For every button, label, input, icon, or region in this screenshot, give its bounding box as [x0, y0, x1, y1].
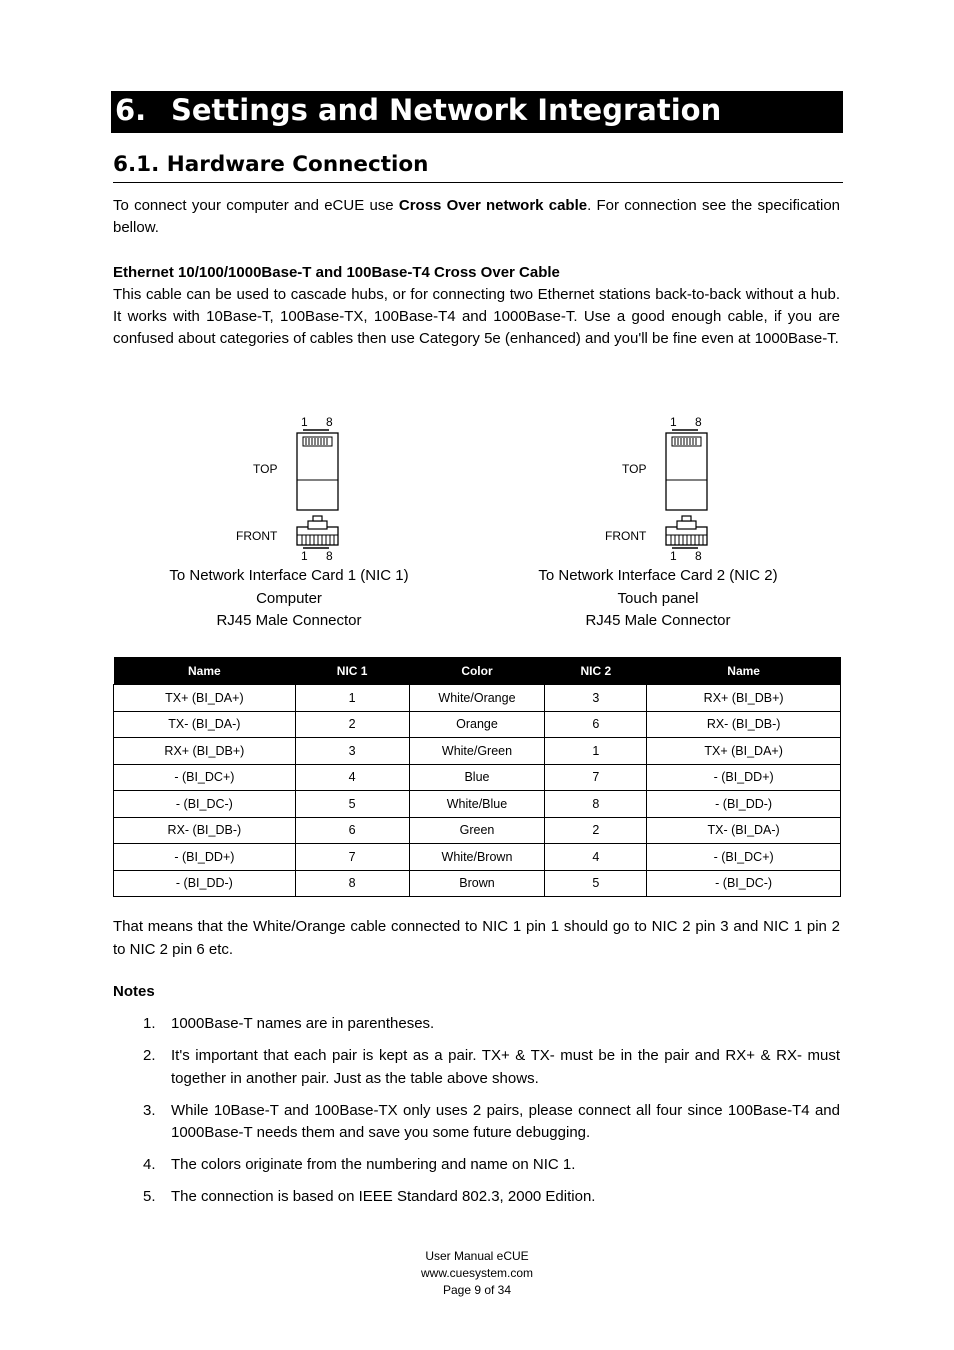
table-cell: - (BI_DD-): [114, 870, 296, 897]
table-cell: - (BI_DC+): [647, 844, 841, 871]
table-cell: Blue: [409, 764, 545, 791]
table-cell: RX+ (BI_DB+): [114, 738, 296, 765]
list-item-text: The connection is based on IEEE Standard 802.3, 2000 Edition.: [171, 1188, 596, 1205]
table-cell: 5: [545, 870, 647, 897]
table-cell: 2: [545, 817, 647, 844]
column-header: Name: [647, 657, 841, 685]
list-item-number: 2.: [143, 1047, 156, 1064]
page-footer: [0, 1248, 954, 1299]
connector-caption-nic2: [493, 565, 823, 633]
pin-label-bottom-1: 1: [670, 549, 677, 563]
list-item-text: 1000Base-T names are in parentheses.: [171, 1015, 435, 1032]
table-cell: 7: [545, 764, 647, 791]
intro-text-bold: Cross Over network cable: [398, 197, 588, 214]
explanation-paragraph: That means that the White/Orange cable connected to NIC 1 pin 1 should go to NIC 2 pin 3 and NIC 1 pin 2 to NIC 2 pin 6 etc.: [113, 918, 840, 958]
pinout-table: [113, 657, 841, 897]
rj45-connector-diagram-nic2: [597, 410, 722, 565]
list-item-text: The colors originate from the numbering and name on NIC 1.: [171, 1156, 576, 1173]
chapter-title: Settings and Network Integration: [171, 93, 722, 127]
caption-line: RJ45 Male Connector: [216, 612, 362, 629]
table-cell: 1: [545, 738, 647, 765]
table-cell: RX- (BI_DB-): [647, 711, 841, 738]
table-cell: TX+ (BI_DA+): [114, 685, 296, 712]
table-cell: 5: [295, 791, 409, 818]
table-row: [114, 764, 841, 791]
list-item: [113, 1100, 840, 1145]
top-view-label: TOP: [622, 462, 647, 476]
table-cell: 8: [545, 791, 647, 818]
caption-line: Computer: [256, 589, 322, 607]
table-cell: RX+ (BI_DB+): [647, 685, 841, 712]
table-cell: - (BI_DD+): [114, 844, 296, 871]
table-cell: - (BI_DD-): [647, 791, 841, 818]
table-cell: 7: [295, 844, 409, 871]
pin-label-bottom-1: 1: [301, 549, 308, 563]
column-header: NIC 2: [545, 657, 647, 685]
column-header: Name: [114, 657, 296, 685]
intro-paragraph: [113, 195, 840, 239]
chapter-number: 6.: [115, 93, 147, 127]
table-cell: 4: [295, 764, 409, 791]
table-cell: - (BI_DC+): [114, 764, 296, 791]
table-cell: TX- (BI_DA-): [647, 817, 841, 844]
table-cell: White/Brown: [409, 844, 545, 871]
pin-label-top-1: 1: [301, 415, 308, 429]
table-cell: 6: [295, 817, 409, 844]
pin-label-bottom-8: 8: [695, 549, 702, 563]
table-row: [114, 791, 841, 818]
table-cell: 3: [295, 738, 409, 765]
table-cell: 8: [295, 870, 409, 897]
pin-label-top-8: 8: [326, 415, 333, 429]
table-cell: - (BI_DC-): [647, 870, 841, 897]
table-cell: White/Blue: [409, 791, 545, 818]
footer-manual-title: User Manual eCUE: [425, 1249, 529, 1263]
table-row: [114, 870, 841, 897]
footer-website: www.cuesystem.com: [420, 1266, 534, 1280]
table-cell: 2: [295, 711, 409, 738]
table-row: [114, 685, 841, 712]
notes-list: [113, 1013, 840, 1218]
column-header: NIC 1: [295, 657, 409, 685]
caption-line: To Network Interface Card 2 (NIC 2): [538, 567, 778, 584]
front-view-label: FRONT: [605, 529, 647, 543]
pin-label-bottom-8: 8: [326, 549, 333, 563]
list-item: [113, 1045, 840, 1090]
top-view-label: TOP: [253, 462, 278, 476]
pin-label-top-8: 8: [695, 415, 702, 429]
caption-line: Touch panel: [617, 589, 699, 607]
front-view-label: FRONT: [236, 529, 278, 543]
list-item-number: 5.: [143, 1188, 156, 1205]
list-item-text: It's important that each pair is kept as a pair. TX+ & TX- must be in the pair and RX+ & RX- must together in another pair. Just as the table above shows.: [171, 1047, 840, 1087]
table-row: [114, 738, 841, 765]
table-cell: 1: [295, 685, 409, 712]
table-cell: Brown: [409, 870, 545, 897]
footer-page-number: Page 9 of 34: [442, 1283, 512, 1297]
pin-label-top-1: 1: [670, 415, 677, 429]
list-item: [113, 1013, 840, 1036]
table-cell: TX- (BI_DA-): [114, 711, 296, 738]
list-item: [113, 1154, 840, 1177]
table-cell: TX+ (BI_DA+): [647, 738, 841, 765]
list-item-number: 3.: [143, 1101, 156, 1119]
table-cell: 4: [545, 844, 647, 871]
table-cell: - (BI_DD+): [647, 764, 841, 791]
rj45-connector-diagram-nic1: [228, 410, 353, 565]
table-cell: - (BI_DC-): [114, 791, 296, 818]
table-row: [114, 844, 841, 871]
table-row: [114, 711, 841, 738]
list-item: [113, 1186, 840, 1209]
connector-caption-nic1: [124, 565, 454, 633]
table-row: [114, 817, 841, 844]
list-item-number: 4.: [143, 1156, 156, 1173]
column-header: Color: [409, 657, 545, 685]
table-cell: White/Orange: [409, 685, 545, 712]
cable-heading: Ethernet 10/100/1000Base-T and 100Base-T4 Cross Over Cable: [113, 264, 560, 281]
table-cell: White/Green: [409, 738, 545, 765]
table-cell: RX- (BI_DB-): [114, 817, 296, 844]
table-cell: Orange: [409, 711, 545, 738]
notes-title: Notes: [113, 983, 155, 1000]
table-cell: Green: [409, 817, 545, 844]
list-item-text: While 10Base-T and 100Base-TX only uses 2 pairs, please connect all four since 100Base-T4 and 1000Base-T needs them and save you some future debugging.: [171, 1101, 840, 1141]
caption-line: To Network Interface Card 1 (NIC 1): [169, 567, 409, 584]
table-header-row: [114, 657, 841, 685]
table-cell: 3: [545, 685, 647, 712]
list-item-number: 1.: [143, 1015, 156, 1032]
intro-text-before: To connect your computer and eCUE use: [113, 197, 399, 214]
section-heading: 6.1. Hardware Connection: [113, 152, 843, 183]
cable-description: This cable can be used to cascade hubs, or for connecting two Ethernet stations back-to-back without a hub. It works with 10Base-T, 100Base-TX, 100Base-T4 and 1000Base-T. Use a good enough cable, if you are confused about categories of cables then use Category 5e (enhanced) and you'll be fine even at 1000Base-T.: [113, 286, 840, 347]
table-cell: 6: [545, 711, 647, 738]
intro-text-after: . For connection see the specification bellow.: [113, 197, 841, 236]
caption-line: RJ45 Male Connector: [585, 612, 731, 629]
chapter-heading: [111, 91, 843, 133]
